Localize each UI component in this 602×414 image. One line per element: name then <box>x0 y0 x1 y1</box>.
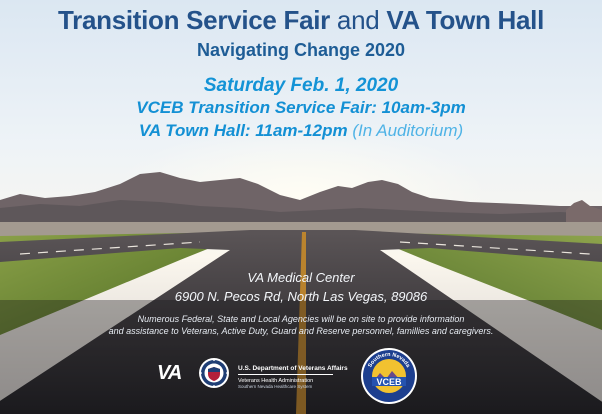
title-fair: Transition Service Fair <box>57 5 330 35</box>
fair-schedule: VCEB Transition Service Fair: 10am-3pm <box>136 98 466 117</box>
townhall-time: VA Town Hall: 11am-12pm <box>138 121 348 140</box>
flyer-subtitle: Navigating Change 2020 <box>196 40 406 60</box>
vceb-label: VCEB <box>376 377 402 387</box>
title-townhall: VA Town Hall <box>386 5 545 35</box>
description-line-2: and assistance to Veterans, Active Duty, Guard and Reserve personnel, famillies and caregivers. <box>108 326 494 336</box>
va-department-text <box>238 365 348 389</box>
flyer-title <box>0 5 602 36</box>
venue-name: VA Medical Center <box>247 270 355 285</box>
dept-divider <box>238 374 333 375</box>
vha-name: Veterans Health Administration <box>238 378 314 384</box>
vceb-badge-icon <box>360 347 418 405</box>
system-name: Southern Nevada Healthcare System <box>238 384 313 389</box>
vceb-arc-path-text: Southern Nevada <box>367 351 411 369</box>
dept-name: U.S. Department of Veterans Affairs <box>238 365 348 372</box>
title-and: and <box>329 5 387 35</box>
townhall-schedule <box>0 121 602 141</box>
description-line-1: Numerous Federal, State and Local Agencies will be on site to provide information <box>137 314 465 324</box>
va-logo: VA <box>157 362 182 384</box>
va-seal-icon <box>198 357 230 389</box>
venue-address: 6900 N. Pecos Rd, North Las Vegas, 89086 <box>174 289 428 304</box>
event-date: Saturday Feb. 1, 2020 <box>203 75 399 96</box>
townhall-location: (In Auditorium) <box>347 121 464 140</box>
